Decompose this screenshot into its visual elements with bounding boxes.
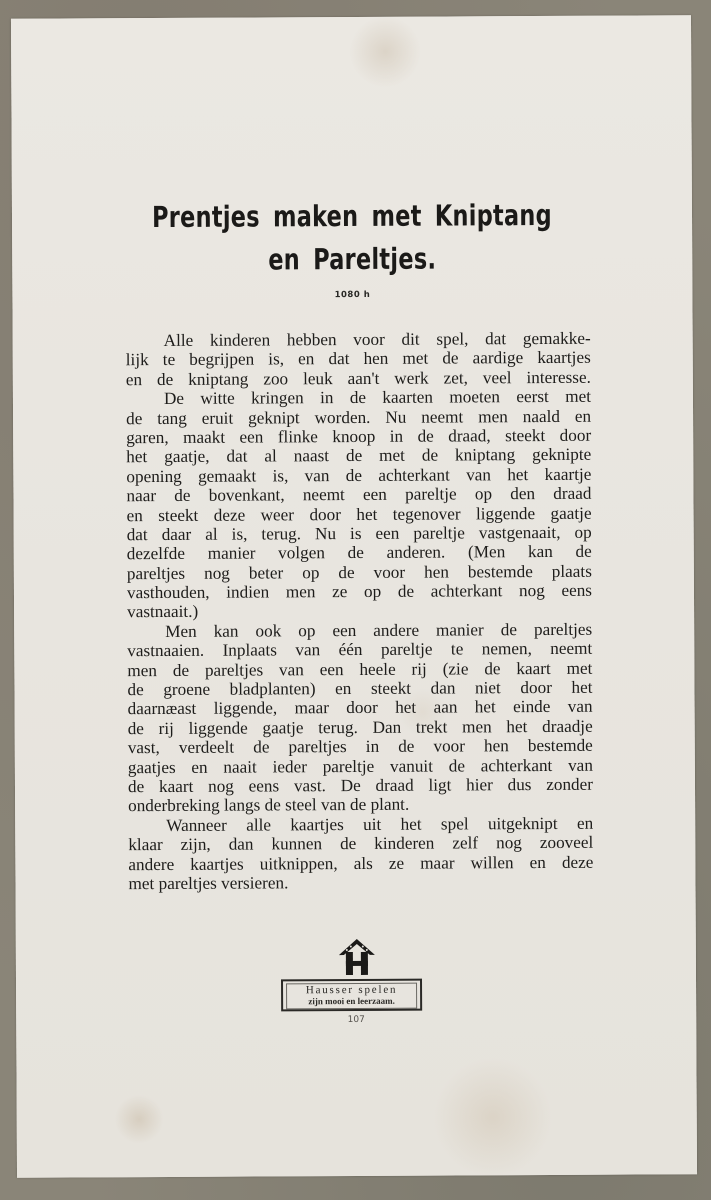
text-line: Men kan ook op een andere manier de pareltjes xyxy=(165,619,593,641)
text-line: naar de bovenkant, neemt een pareltje op den draad xyxy=(126,483,592,506)
text-line: daarnæast liggende, maar door het aan het einde van xyxy=(127,697,593,719)
text-line: dezelfde manier volgen de anderen. (Men kan de xyxy=(126,542,592,564)
product-code: 1080 h xyxy=(334,289,371,301)
text-line: gaatjes en naait ieder pareltje vanuit de achterkant van xyxy=(127,755,593,777)
printed-page xyxy=(11,15,697,1178)
page-title-line-2: en Pareltjes. xyxy=(268,241,437,277)
brand-slogan-box xyxy=(281,979,422,1012)
text-line: opening gemaakt is, van de achterkant van het kaartje xyxy=(126,464,592,486)
text-line: de tang eruit geknipt worden. Nu neemt men naald en xyxy=(126,406,592,428)
paragraph-4 xyxy=(128,814,593,894)
slogan-line-2: zijn mooi en leerzaam. xyxy=(308,995,395,1007)
text-line: de kaart nog eens vast. De draad ligt hier dus zonder xyxy=(127,774,594,797)
body-text xyxy=(126,329,594,894)
slogan-line-1: Hausser spelen xyxy=(305,983,398,997)
text-line: met pareltjes versieren. xyxy=(128,873,289,894)
text-line: vasthouden, indien men ze op de achterkant nog eens xyxy=(126,580,593,603)
text-line: lijk te begrijpen is, en dat hen met de aardige kaartjes xyxy=(125,348,591,370)
text-line: vastnaait.) xyxy=(127,602,199,622)
text-line: onderbreking langs de steel van de plant. xyxy=(128,795,410,816)
text-line: vastnaaien. Inplaats van één pareltje te nemen, neemt xyxy=(127,639,593,661)
text-line: andere kaartjes uitknippen, als ze maar willen en deze xyxy=(128,852,594,874)
text-line: vast, verdeelt de pareltjes in de voor hen bestemde xyxy=(127,735,593,758)
page-title-line-1: Prentjes maken met Kniptang xyxy=(151,197,553,235)
text-line: en steekt deze weer door het tegenover liggende gaatje xyxy=(126,503,592,525)
house-h-icon xyxy=(335,937,379,977)
text-line: pareltjes nog beter op de voor hen bestemde plaats xyxy=(126,561,592,583)
text-line: dat daar al is, terug. Nu is een pareltje vastgenaait, op xyxy=(126,522,592,545)
text-line: men de pareltjes van een heele rij (zie de kaart met xyxy=(127,658,593,680)
text-line: Wanneer alle kaartjes uit het spel uitgeknipt en xyxy=(166,813,594,835)
text-line: de rij liggende gaatje terug. Dan trekt men het draadje xyxy=(127,716,593,738)
paragraph-3 xyxy=(127,620,593,816)
text-line: Alle kinderen hebben voor dit spel, dat gemakke- xyxy=(163,328,591,350)
text-line: het gaatje, dat al naast de met de kniptang geknipte xyxy=(126,445,592,467)
paragraph-2 xyxy=(126,387,592,622)
text-line: garen, maakt een flinke knoop in de draad, steekt door xyxy=(126,425,592,448)
text-line: De witte kringen in de kaarten moeten eerst met xyxy=(163,386,592,409)
page-number: 107 xyxy=(347,1014,365,1026)
paragraph-1 xyxy=(126,329,591,390)
text-line: en de kniptang zoo leuk aan't werk zet, veel interesse. xyxy=(125,367,591,389)
text-line: de groene bladplanten) en steekt dan niet door het xyxy=(127,677,593,700)
text-line: klaar zijn, dan kunnen de kinderen zelf nog zooveel xyxy=(128,832,594,855)
